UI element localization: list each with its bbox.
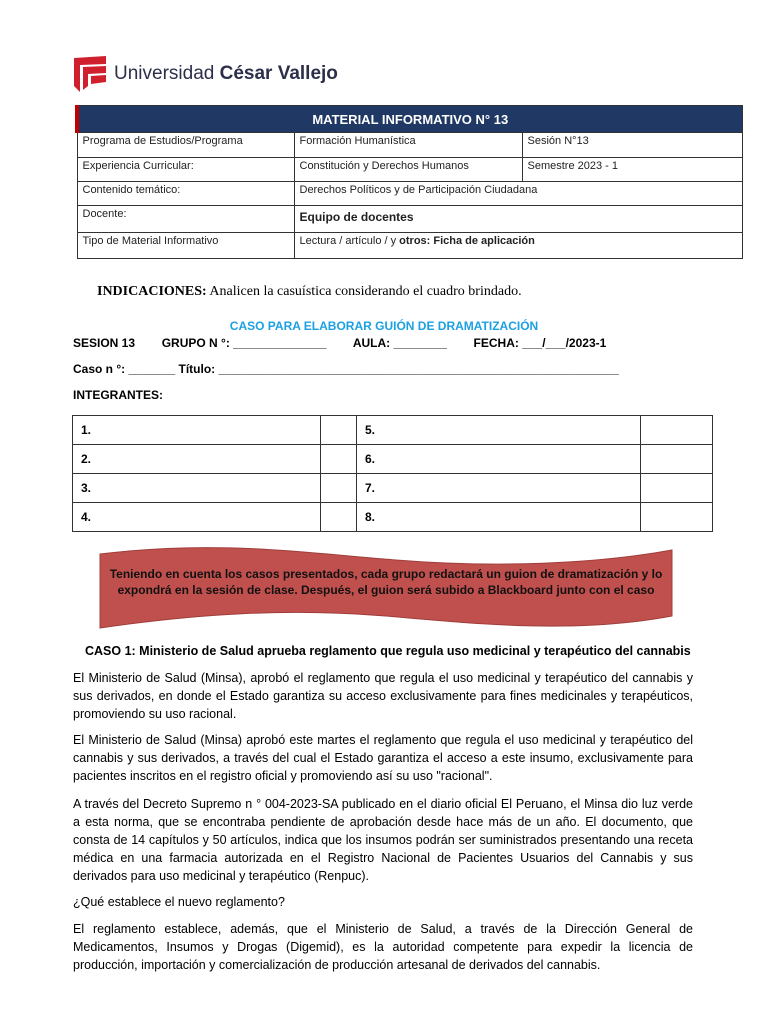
cell-semester: Semestre 2023 - 1 <box>522 158 742 182</box>
cell-docente: Equipo de docentes <box>294 206 742 233</box>
member-slot[interactable]: 4. <box>73 503 321 532</box>
indicaciones <box>97 284 522 300</box>
member-slot[interactable]: 2. <box>73 445 321 474</box>
logo-text <box>114 63 338 85</box>
material-type-other: otros: Ficha de aplicación <box>399 235 535 247</box>
member-slot[interactable]: 3. <box>73 474 321 503</box>
logo-text-bold: César Vallejo <box>219 63 338 84</box>
cell-label: Programa de Estudios/Programa <box>77 133 294 158</box>
banner-line-1: Teniendo en cuenta los casos presentados, cada grupo redactará un guion de dramatización y lo <box>109 567 663 581</box>
member-slot[interactable]: 1. <box>73 416 321 445</box>
logo-shield-icon <box>74 56 106 92</box>
paragraph: El Ministerio de Salud (Minsa), aprobó el reglamento que regula el uso medicinal y terapéutico del cannabis y sus derivados, en donde el Estado garantiza su acceso exclusivamente para fines medicinales y terapéuticos, promoviendo su uso racional. <box>73 671 693 721</box>
info-header-table <box>75 105 743 259</box>
indicaciones-label: INDICACIONES: <box>97 284 207 299</box>
paragraph: El Ministerio de Salud (Minsa) aprobó este martes el reglamento que regula el uso medicinal y terapéutico del cannabis y sus derivados, a través del cual el Estado garantiza el acceso a este insumo, exclusivamente para pacientes inscritos en el registro oficial y promoviendo así su uso "racional". <box>73 733 693 783</box>
university-logo <box>74 56 338 92</box>
cell-value: Constitución y Derechos Humanos <box>294 158 522 182</box>
material-title: MATERIAL INFORMATIVO N° 13 <box>77 106 742 133</box>
cell-session: Sesión N°13 <box>522 133 742 158</box>
integrantes-label: INTEGRANTES: <box>73 388 163 402</box>
blank-cell <box>641 503 713 532</box>
logo-text-regular: Universidad <box>114 63 215 84</box>
blank-cell <box>321 416 357 445</box>
member-slot[interactable]: 5. <box>357 416 641 445</box>
cell-value: Formación Humanística <box>294 133 522 158</box>
cell-label: Docente: <box>77 206 294 233</box>
integrantes-table <box>72 415 713 532</box>
caso-heading: CASO PARA ELABORAR GUIÓN DE DRAMATIZACIÓN <box>229 319 539 333</box>
blank-cell <box>321 503 357 532</box>
member-slot[interactable]: 7. <box>357 474 641 503</box>
blank-cell <box>321 445 357 474</box>
blank-cell <box>641 474 713 503</box>
cell-label: Experiencia Curricular: <box>77 158 294 182</box>
cell-value: Derechos Políticos y de Participación Ciudadana <box>294 182 742 206</box>
member-slot[interactable]: 8. <box>357 503 641 532</box>
paragraph: El reglamento establece, además, que el Ministerio de Salud, a través de la Dirección General de Medicamentos, Insumos y Drogas (Digemid), es la autoridad competente para expedir la licencia de producción, importación y comercialización de producción artesanal de derivados del cannabis. <box>73 922 693 972</box>
indicaciones-text: Analicen la casuística considerando el cuadro brindado. <box>206 284 522 299</box>
caso1-title: CASO 1: Ministerio de Salud aprueba reglamento que regula uso medicinal y terapéutico del cannabis <box>85 644 691 658</box>
cell-value <box>294 233 742 259</box>
session-form-line: SESION 13 GRUPO N °: ______________ AULA: ________ FECHA: ___/___/2023-1 <box>73 336 607 350</box>
caso-title-line: Caso n °: _______ Título: ____________________________________________________________ <box>73 362 619 376</box>
question: ¿Qué establece el nuevo reglamento? <box>73 895 285 909</box>
cell-label: Tipo de Material Informativo <box>77 233 294 259</box>
blank-cell <box>641 416 713 445</box>
banner-line-2: expondrá en la sesión de clase. Después, el guion será subido a Blackboard junto con el caso <box>117 583 655 597</box>
cell-label: Contenido temático: <box>77 182 294 206</box>
blank-cell <box>641 445 713 474</box>
blank-cell <box>321 474 357 503</box>
paragraph: A través del Decreto Supremo n ° 004-2023-SA publicado en el diario oficial El Peruano, el Minsa dio luz verde a esta norma, que se encontraba pendiente de aprobación desde hace más de un año. El documento, que consta de 14 capítulos y 50 artículos, indica que los insumos podrán ser suministrados presentando una receta médica en una farmacia autorizada en el Registro Nacional de Pacientes Usuarios del Cannabis y sus derivados para uso medicinal y terapéutico (Renpuc). <box>73 797 693 883</box>
member-slot[interactable]: 6. <box>357 445 641 474</box>
material-type: Lectura / artículo / y <box>299 235 400 247</box>
instruction-banner <box>96 546 676 632</box>
